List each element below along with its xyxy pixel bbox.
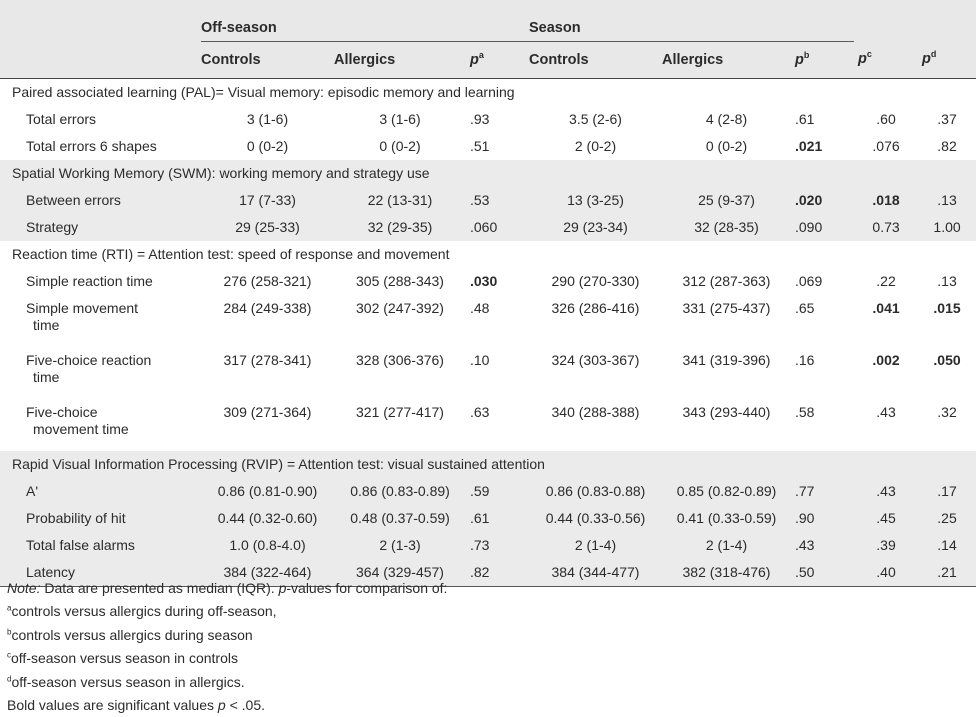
section-header-pal: Paired associated learning (PAL)= Visual memory: episodic memory and learning [12, 84, 515, 100]
section-header-swm: Spatial Working Memory (SWM): working memory and strategy use [0, 160, 976, 187]
col-pd: $p^d$ [922, 49, 937, 68]
col-season-controls: Controls [529, 51, 589, 68]
table-row: Simple reaction time 276 (258-321) 305 (288-343) .030 290 (270-330) 312 (287-363) .069 .22 .13 [26, 273, 957, 289]
col-off-controls: Controls [201, 51, 261, 68]
table-row: Simple movement time 284 (249-338) 302 (247-392) .48 326 (286-416) 331 (275-437) .65 .041 .015 [26, 300, 961, 333]
footnote-c: $^c$off-season versus season in controls [7, 650, 238, 667]
table-row: Five-choice movement time 309 (271-364) 321 (277-417) .63 340 (288-388) 343 (293-440) .58 .43 .32 [26, 404, 957, 437]
note-line: Note: Data are presented as median (IQR). p-values for comparison of: [7, 580, 448, 596]
season-header: Season [529, 0, 854, 42]
table-row: Between errors 17 (7-33) 22 (13-31) .53 13 (3-25) 25 (9-37) .020 .018 .13 [0, 187, 976, 214]
off-season-header: Off-season [201, 0, 529, 42]
col-season-allergics: Allergics [662, 51, 724, 68]
table-row: Total false alarms 1.0 (0.8-4.0) 2 (1-3) .73 2 (1-4) 2 (1-4) .43 .39 .14 [0, 532, 976, 559]
header-row-groups [0, 0, 976, 42]
section-header-rti: Reaction time (RTI) = Attention test: speed of response and movement [12, 246, 450, 262]
section-header-rvip: Rapid Visual Information Processing (RVIP) = Attention test: visual sustained attention [0, 451, 976, 478]
col-pb: $p^b$ [795, 49, 810, 68]
col-pa: $p^a$ [470, 49, 484, 68]
footnote-b: $^b$controls versus allergics during season [7, 626, 253, 643]
bold-note: Bold values are significant values p < .05. [7, 697, 266, 714]
table-row: Total errors 6 shapes 0 (0-2) 0 (0-2) .51 2 (0-2) 0 (0-2) .021 .076 .82 [26, 138, 957, 154]
col-pc: $p^c$ [858, 49, 872, 68]
footnote-d: $^d$off-season versus season in allergics. [7, 673, 245, 690]
table-row: Latency 384 (322-464) 364 (329-457) .82 384 (344-477) 382 (318-476) .50 .40 .21 [0, 559, 976, 587]
table-row: A' 0.86 (0.81-0.90) 0.86 (0.83-0.89) .59 0.86 (0.83-0.88) 0.85 (0.82-0.89) .77 .43 .17 [0, 478, 976, 505]
table-row: Probability of hit 0.44 (0.32-0.60) 0.48 (0.37-0.59) .61 0.44 (0.33-0.56) 0.41 (0.33-0.59) .90 .45 .25 [0, 505, 976, 532]
table-notes [7, 577, 447, 717]
col-off-allergics: Allergics [334, 51, 396, 68]
header-row-columns [0, 42, 976, 79]
table-row: Five-choice reaction time 317 (278-341) 328 (306-376) .10 324 (303-367) 341 (319-396) .16 .002 .050 [26, 352, 961, 385]
footnote-a: $^a$controls versus allergics during off-season, [7, 603, 277, 620]
table-row: Strategy 29 (25-33) 32 (29-35) .060 29 (23-34) 32 (28-35) .090 0.73 1.00 [0, 214, 976, 241]
table-row: Total errors 3 (1-6) 3 (1-6) .93 3.5 (2-6) 4 (2-8) .61 .60 .37 [26, 111, 957, 127]
